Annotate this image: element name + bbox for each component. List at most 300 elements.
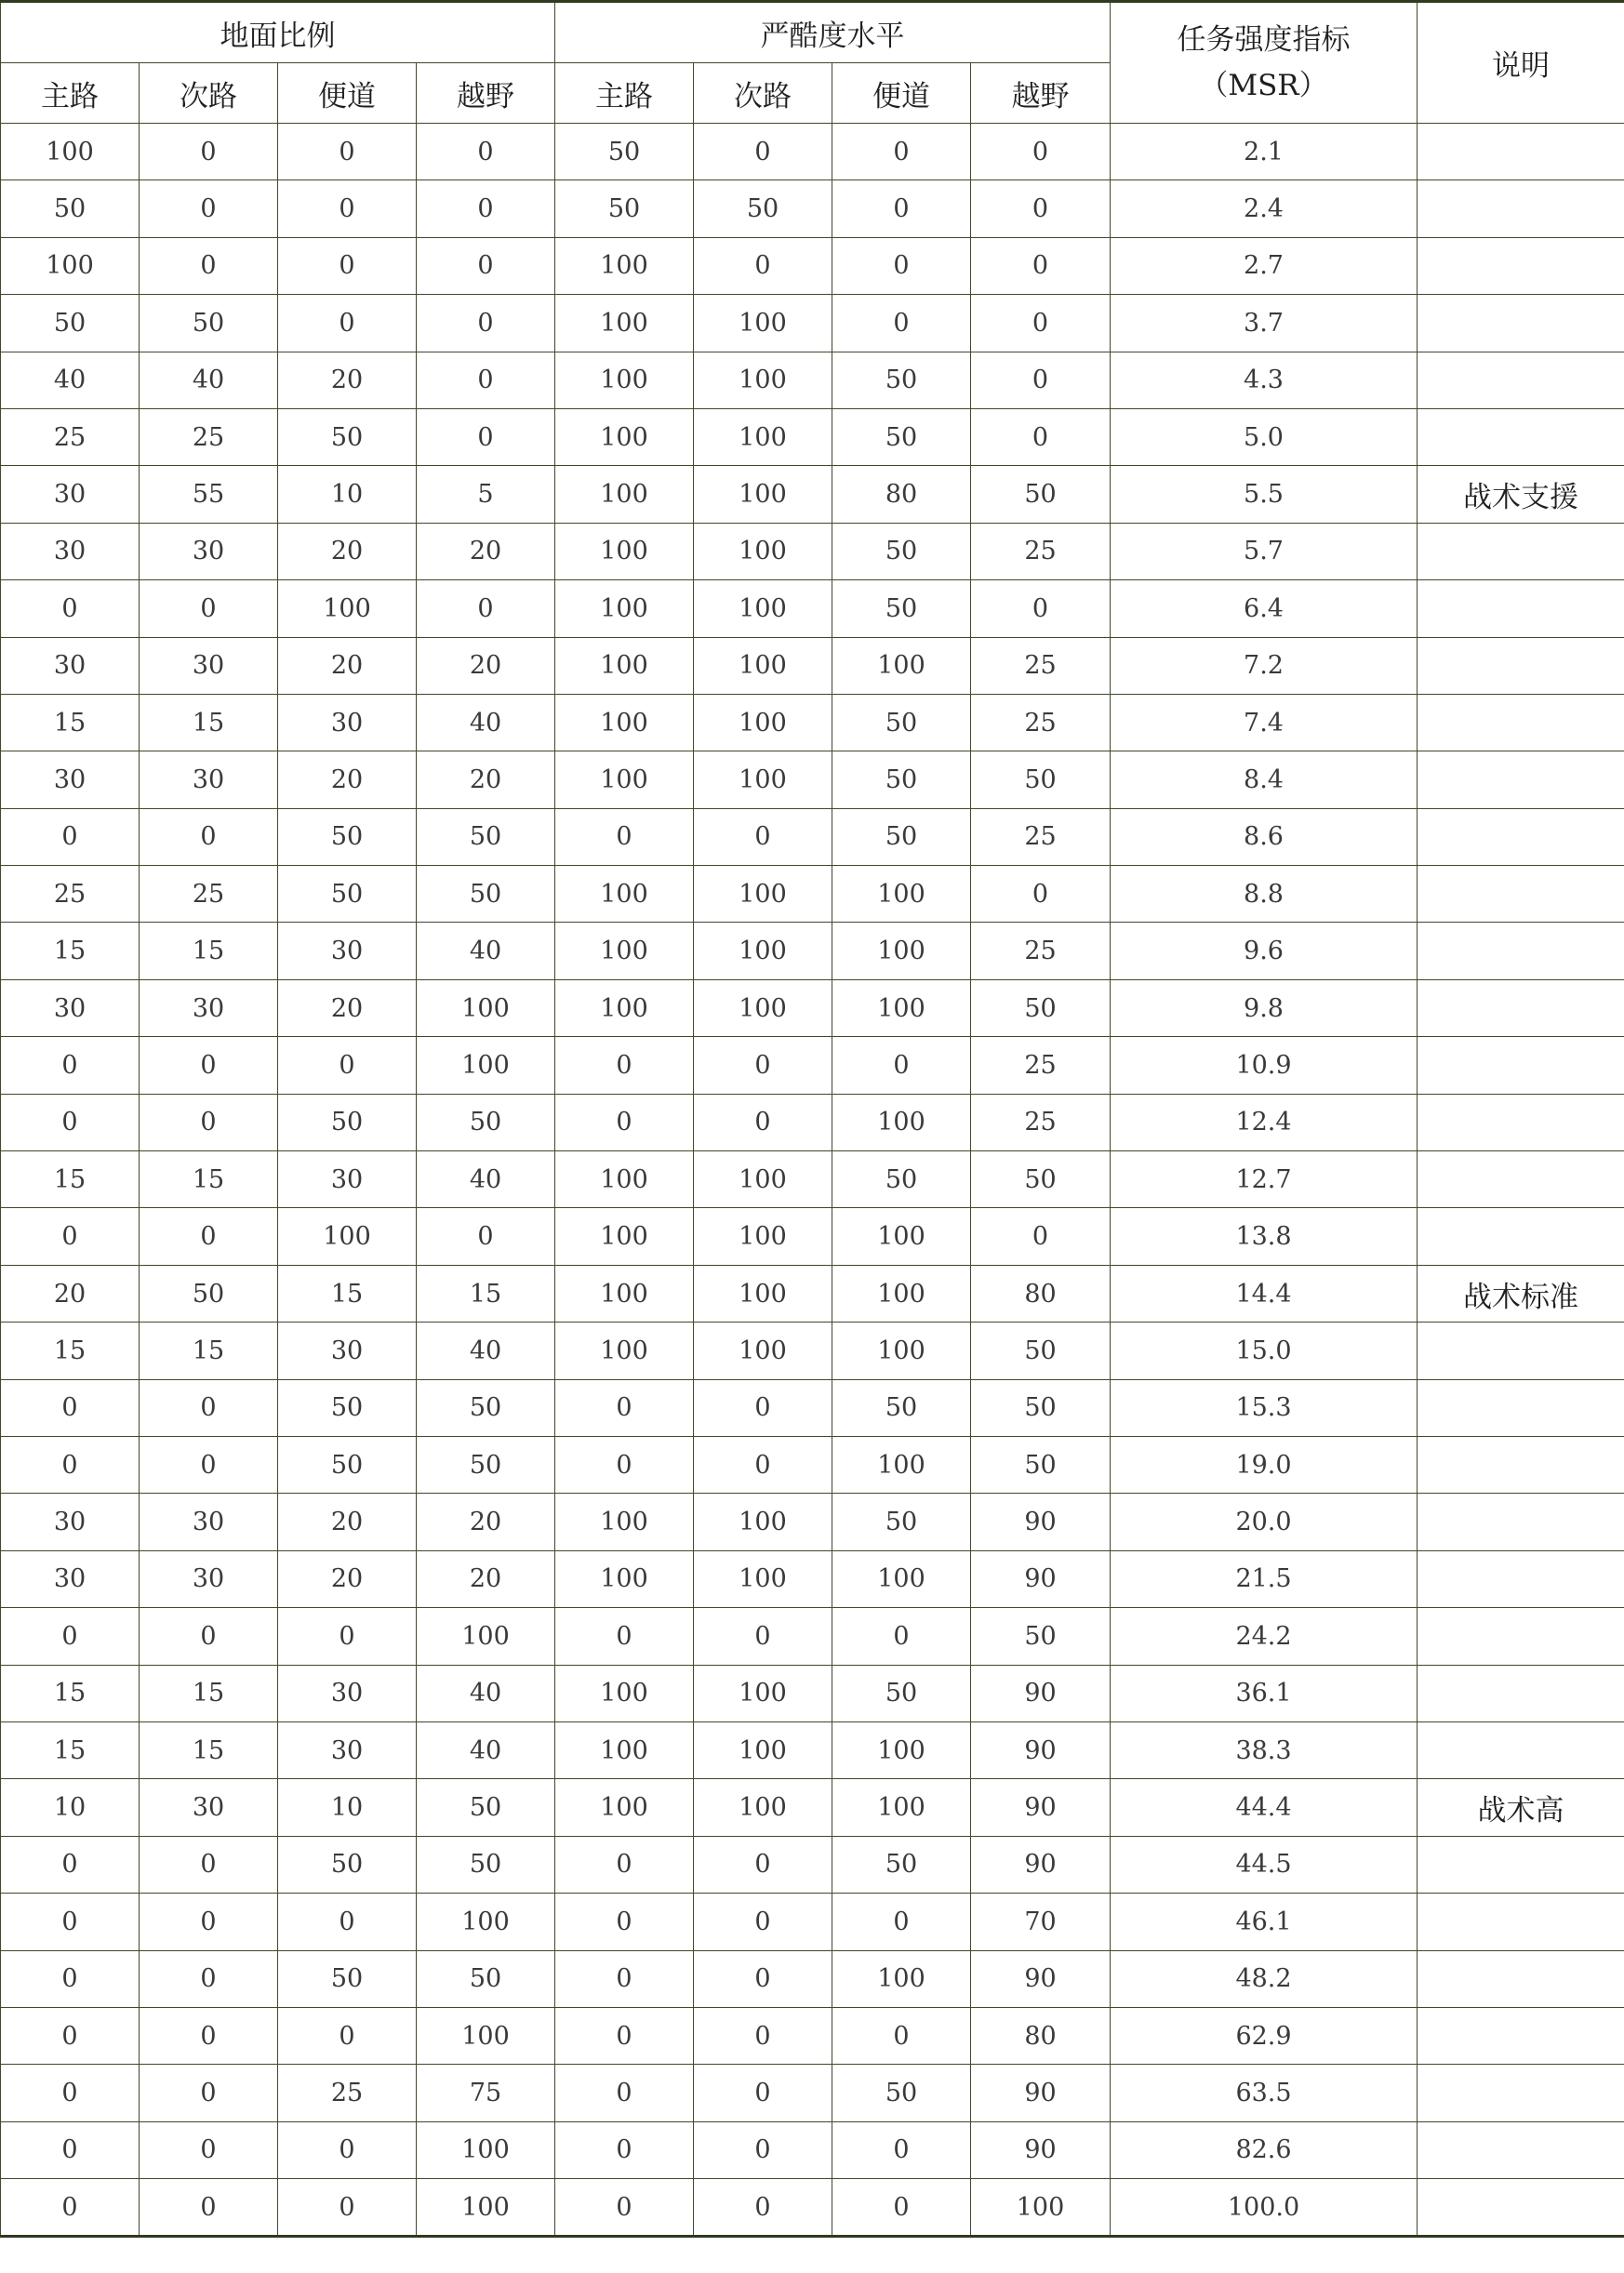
ground-main-road-cell: 0 (1, 1436, 140, 1493)
severity-main-road-cell: 0 (555, 1379, 694, 1436)
severity-offroad-cell: 50 (971, 1323, 1111, 1379)
ground-main-road-cell: 100 (1, 237, 140, 294)
ground-secondary-road-cell: 0 (140, 1379, 278, 1436)
ground-main-road-cell: 30 (1, 637, 140, 694)
ground-trail-cell: 30 (278, 1323, 417, 1379)
severity-trail-cell: 50 (832, 352, 971, 408)
msr-value-cell: 12.4 (1111, 1094, 1418, 1150)
ground-trail-cell: 0 (278, 2007, 417, 2064)
severity-main-road-cell: 100 (555, 637, 694, 694)
ground-offroad-cell: 50 (417, 808, 555, 865)
ground-main-road-cell: 0 (1, 1037, 140, 1094)
severity-trail-cell: 0 (832, 124, 971, 180)
severity-main-road-cell: 100 (555, 466, 694, 523)
severity-offroad-cell: 25 (971, 637, 1111, 694)
table-row (1, 1550, 1624, 1607)
ground-offroad-cell: 75 (417, 2065, 555, 2121)
severity-offroad-cell: 90 (971, 2121, 1111, 2178)
note-cell (1418, 751, 1624, 808)
ground-secondary-road-cell: 0 (140, 1208, 278, 1265)
severity-main-road-cell: 100 (555, 1494, 694, 1550)
note-cell (1418, 1208, 1624, 1265)
severity-offroad-cell: 0 (971, 180, 1111, 237)
subheader-offroad: 越野 (417, 63, 555, 124)
ground-trail-cell: 0 (278, 124, 417, 180)
ground-main-road-cell: 0 (1, 580, 140, 637)
msr-value-cell: 4.3 (1111, 352, 1418, 408)
severity-secondary-road-cell: 0 (694, 1379, 832, 1436)
subheader-trail: 便道 (278, 63, 417, 124)
msr-value-cell: 100.0 (1111, 2179, 1418, 2237)
note-cell (1418, 1894, 1624, 1950)
severity-main-road-cell: 0 (555, 1094, 694, 1150)
ground-trail-cell: 30 (278, 923, 417, 979)
table-row (1, 352, 1624, 408)
note-cell (1418, 1379, 1624, 1436)
ground-offroad-cell: 100 (417, 1037, 555, 1094)
ground-offroad-cell: 0 (417, 237, 555, 294)
severity-main-road-cell: 0 (555, 2179, 694, 2237)
ground-trail-cell: 20 (278, 523, 417, 579)
ground-main-road-cell: 30 (1, 466, 140, 523)
ground-secondary-road-cell: 50 (140, 1265, 278, 1322)
severity-trail-cell: 100 (832, 866, 971, 923)
severity-main-road-cell: 100 (555, 1323, 694, 1379)
ground-offroad-cell: 20 (417, 1494, 555, 1550)
note-cell: 战术标准 (1418, 1265, 1624, 1322)
severity-offroad-cell: 80 (971, 1265, 1111, 1322)
table-row (1, 1208, 1624, 1265)
ground-main-road-cell: 30 (1, 979, 140, 1036)
ground-trail-cell: 0 (278, 237, 417, 294)
severity-secondary-road-cell: 100 (694, 1779, 832, 1836)
ground-offroad-cell: 40 (417, 694, 555, 751)
ground-secondary-road-cell: 15 (140, 1721, 278, 1778)
ground-main-road-cell: 0 (1, 1094, 140, 1150)
ground-trail-cell: 20 (278, 637, 417, 694)
severity-offroad-cell: 25 (971, 1037, 1111, 1094)
severity-main-road-cell: 100 (555, 580, 694, 637)
msr-value-cell: 5.7 (1111, 523, 1418, 579)
msr-header-title: 任务强度指标 (1177, 23, 1351, 58)
note-cell (1418, 1950, 1624, 2007)
severity-main-road-cell: 0 (555, 808, 694, 865)
ground-main-road-cell: 0 (1, 2121, 140, 2178)
severity-trail-cell: 100 (832, 1721, 971, 1778)
ground-offroad-cell: 50 (417, 1379, 555, 1436)
msr-value-cell: 48.2 (1111, 1950, 1418, 2007)
severity-offroad-cell: 25 (971, 1094, 1111, 1150)
severity-secondary-road-cell: 100 (694, 580, 832, 637)
msr-value-cell: 8.8 (1111, 866, 1418, 923)
msr-value-cell: 24.2 (1111, 1608, 1418, 1665)
ground-main-road-cell: 30 (1, 1550, 140, 1607)
severity-main-road-cell: 100 (555, 1779, 694, 1836)
msr-value-cell: 13.8 (1111, 1208, 1418, 1265)
ground-secondary-road-cell: 30 (140, 751, 278, 808)
ground-main-road-cell: 25 (1, 866, 140, 923)
msr-value-cell: 36.1 (1111, 1665, 1418, 1721)
severity-secondary-road-cell: 100 (694, 466, 832, 523)
table-row (1, 2121, 1624, 2178)
ground-secondary-road-cell: 0 (140, 1836, 278, 1893)
note-cell (1418, 180, 1624, 237)
ground-secondary-road-cell: 15 (140, 694, 278, 751)
ground-main-road-cell: 0 (1, 808, 140, 865)
ground-trail-cell: 50 (278, 1379, 417, 1436)
note-cell (1418, 1094, 1624, 1150)
ground-offroad-cell: 0 (417, 352, 555, 408)
msr-value-cell: 8.4 (1111, 751, 1418, 808)
table-row (1, 866, 1624, 923)
subheader-secondary-road: 次路 (140, 63, 278, 124)
severity-trail-cell: 50 (832, 1379, 971, 1436)
note-cell (1418, 1494, 1624, 1550)
severity-offroad-cell: 90 (971, 1836, 1111, 1893)
table-body (1, 124, 1624, 2237)
severity-trail-cell: 0 (832, 237, 971, 294)
note-cell (1418, 2065, 1624, 2121)
severity-trail-cell: 50 (832, 1494, 971, 1550)
severity-offroad-cell: 0 (971, 352, 1111, 408)
ground-main-road-cell: 10 (1, 1779, 140, 1836)
ground-main-road-cell: 15 (1, 1151, 140, 1208)
severity-main-road-cell: 0 (555, 1836, 694, 1893)
ground-secondary-road-cell: 0 (140, 1094, 278, 1150)
table-row (1, 1094, 1624, 1150)
ground-offroad-cell: 40 (417, 923, 555, 979)
severity-main-road-cell: 50 (555, 180, 694, 237)
note-cell (1418, 1151, 1624, 1208)
table-row (1, 1151, 1624, 1208)
severity-main-road-cell: 100 (555, 237, 694, 294)
severity-offroad-cell: 0 (971, 237, 1111, 294)
ground-main-road-cell: 0 (1, 1836, 140, 1893)
severity-offroad-cell: 25 (971, 808, 1111, 865)
ground-trail-cell: 20 (278, 979, 417, 1036)
note-cell (1418, 866, 1624, 923)
header-row-group (1, 2, 1624, 63)
table-row (1, 1665, 1624, 1721)
ground-offroad-cell: 100 (417, 1894, 555, 1950)
table-row (1, 408, 1624, 465)
table-row (1, 1323, 1624, 1379)
msr-value-cell: 46.1 (1111, 1894, 1418, 1950)
subheader-main-road: 主路 (555, 63, 694, 124)
msr-value-cell: 5.5 (1111, 466, 1418, 523)
ground-secondary-road-cell: 0 (140, 1894, 278, 1950)
table-row (1, 1608, 1624, 1665)
severity-secondary-road-cell: 100 (694, 1208, 832, 1265)
ground-main-road-cell: 0 (1, 1379, 140, 1436)
severity-secondary-road-cell: 100 (694, 923, 832, 979)
severity-level-header: 严酷度水平 (555, 2, 1111, 63)
ground-offroad-cell: 5 (417, 466, 555, 523)
severity-offroad-cell: 25 (971, 694, 1111, 751)
severity-secondary-road-cell: 100 (694, 1721, 832, 1778)
note-cell (1418, 1665, 1624, 1721)
ground-offroad-cell: 50 (417, 1836, 555, 1893)
table-row (1, 1379, 1624, 1436)
ground-secondary-road-cell: 0 (140, 1037, 278, 1094)
severity-secondary-road-cell: 0 (694, 1037, 832, 1094)
severity-trail-cell: 0 (832, 2121, 971, 2178)
table-header (1, 2, 1624, 124)
ground-offroad-cell: 0 (417, 408, 555, 465)
ground-main-road-cell: 20 (1, 1265, 140, 1322)
ground-trail-cell: 20 (278, 1494, 417, 1550)
subheader-secondary-road: 次路 (694, 63, 832, 124)
ground-offroad-cell: 50 (417, 866, 555, 923)
severity-secondary-road-cell: 0 (694, 2179, 832, 2237)
table-row (1, 923, 1624, 979)
msr-value-cell: 63.5 (1111, 2065, 1418, 2121)
severity-offroad-cell: 0 (971, 295, 1111, 352)
severity-secondary-road-cell: 100 (694, 1550, 832, 1607)
table-row (1, 1494, 1624, 1550)
ground-secondary-road-cell: 55 (140, 466, 278, 523)
note-cell (1418, 923, 1624, 979)
severity-secondary-road-cell: 0 (694, 808, 832, 865)
severity-trail-cell: 50 (832, 694, 971, 751)
ground-trail-cell: 50 (278, 408, 417, 465)
ground-offroad-cell: 40 (417, 1323, 555, 1379)
ground-offroad-cell: 100 (417, 1608, 555, 1665)
severity-secondary-road-cell: 100 (694, 694, 832, 751)
severity-secondary-road-cell: 100 (694, 1665, 832, 1721)
severity-main-road-cell: 0 (555, 2007, 694, 2064)
msr-value-cell: 7.4 (1111, 694, 1418, 751)
ground-secondary-road-cell: 0 (140, 1950, 278, 2007)
note-cell (1418, 1550, 1624, 1607)
ground-main-road-cell: 30 (1, 751, 140, 808)
severity-main-road-cell: 0 (555, 2065, 694, 2121)
ground-secondary-road-cell: 15 (140, 1665, 278, 1721)
msr-value-cell: 20.0 (1111, 1494, 1418, 1550)
severity-secondary-road-cell: 100 (694, 751, 832, 808)
severity-secondary-road-cell: 0 (694, 2065, 832, 2121)
note-cell (1418, 1608, 1624, 1665)
severity-trail-cell: 0 (832, 180, 971, 237)
msr-value-cell: 14.4 (1111, 1265, 1418, 1322)
msr-header-unit: （MSR） (1199, 68, 1328, 102)
msr-value-cell: 38.3 (1111, 1721, 1418, 1778)
table-row (1, 523, 1624, 579)
severity-secondary-road-cell: 100 (694, 352, 832, 408)
ground-main-road-cell: 0 (1, 1950, 140, 2007)
msr-value-cell: 2.7 (1111, 237, 1418, 294)
ground-main-road-cell: 100 (1, 124, 140, 180)
ground-offroad-cell: 100 (417, 2007, 555, 2064)
severity-main-road-cell: 100 (555, 1151, 694, 1208)
note-cell: 战术支援 (1418, 466, 1624, 523)
ground-secondary-road-cell: 0 (140, 237, 278, 294)
severity-offroad-cell: 90 (971, 2065, 1111, 2121)
ground-trail-cell: 30 (278, 694, 417, 751)
severity-secondary-road-cell: 0 (694, 1094, 832, 1150)
ground-main-road-cell: 50 (1, 180, 140, 237)
ground-secondary-road-cell: 25 (140, 866, 278, 923)
msr-value-cell: 2.1 (1111, 124, 1418, 180)
severity-offroad-cell: 25 (971, 923, 1111, 979)
ground-trail-cell: 25 (278, 2065, 417, 2121)
severity-trail-cell: 50 (832, 1836, 971, 1893)
ground-secondary-road-cell: 15 (140, 923, 278, 979)
note-cell (1418, 237, 1624, 294)
severity-offroad-cell: 0 (971, 866, 1111, 923)
severity-main-road-cell: 50 (555, 124, 694, 180)
severity-trail-cell: 0 (832, 1608, 971, 1665)
severity-secondary-road-cell: 0 (694, 124, 832, 180)
note-cell (1418, 1721, 1624, 1778)
ground-secondary-road-cell: 40 (140, 352, 278, 408)
ground-offroad-cell: 100 (417, 2179, 555, 2237)
ground-trail-cell: 50 (278, 866, 417, 923)
table-row (1, 694, 1624, 751)
severity-offroad-cell: 50 (971, 979, 1111, 1036)
note-cell (1418, 352, 1624, 408)
ground-trail-cell: 50 (278, 808, 417, 865)
severity-offroad-cell: 50 (971, 466, 1111, 523)
severity-secondary-road-cell: 100 (694, 1323, 832, 1379)
ground-trail-cell: 0 (278, 2179, 417, 2237)
severity-secondary-road-cell: 100 (694, 1151, 832, 1208)
severity-trail-cell: 0 (832, 1037, 971, 1094)
severity-main-road-cell: 0 (555, 1950, 694, 2007)
ground-secondary-road-cell: 0 (140, 2121, 278, 2178)
table-row (1, 466, 1624, 523)
severity-secondary-road-cell: 100 (694, 408, 832, 465)
ground-secondary-road-cell: 30 (140, 1779, 278, 1836)
table-row (1, 1836, 1624, 1893)
ground-secondary-road-cell: 0 (140, 1608, 278, 1665)
severity-trail-cell: 50 (832, 808, 971, 865)
severity-main-road-cell: 100 (555, 923, 694, 979)
ground-offroad-cell: 0 (417, 1208, 555, 1265)
severity-offroad-cell: 90 (971, 1494, 1111, 1550)
table-row (1, 124, 1624, 180)
ground-secondary-road-cell: 30 (140, 979, 278, 1036)
note-cell (1418, 1836, 1624, 1893)
severity-offroad-cell: 50 (971, 751, 1111, 808)
msr-value-cell: 44.5 (1111, 1836, 1418, 1893)
table-row (1, 295, 1624, 352)
table-row (1, 2007, 1624, 2064)
subheader-trail: 便道 (832, 63, 971, 124)
severity-offroad-cell: 0 (971, 1208, 1111, 1265)
severity-secondary-road-cell: 0 (694, 2121, 832, 2178)
ground-offroad-cell: 50 (417, 1779, 555, 1836)
msr-value-cell: 62.9 (1111, 2007, 1418, 2064)
msr-value-cell: 15.0 (1111, 1323, 1418, 1379)
severity-secondary-road-cell: 100 (694, 979, 832, 1036)
severity-main-road-cell: 0 (555, 1436, 694, 1493)
note-cell (1418, 694, 1624, 751)
note-header: 说明 (1418, 2, 1624, 124)
ground-offroad-cell: 50 (417, 1436, 555, 1493)
table-row (1, 180, 1624, 237)
ground-trail-cell: 10 (278, 1779, 417, 1836)
ground-main-road-cell: 30 (1, 523, 140, 579)
table-row (1, 751, 1624, 808)
ground-offroad-cell: 50 (417, 1950, 555, 2007)
severity-main-road-cell: 100 (555, 352, 694, 408)
table-row (1, 1436, 1624, 1493)
severity-main-road-cell: 100 (555, 1208, 694, 1265)
severity-offroad-cell: 90 (971, 1665, 1111, 1721)
ground-secondary-road-cell: 0 (140, 2179, 278, 2237)
ground-main-road-cell: 15 (1, 1323, 140, 1379)
table-row (1, 808, 1624, 865)
ground-offroad-cell: 0 (417, 295, 555, 352)
ground-secondary-road-cell: 15 (140, 1151, 278, 1208)
ground-offroad-cell: 50 (417, 1094, 555, 1150)
table-row (1, 1779, 1624, 1836)
msr-value-cell: 2.4 (1111, 180, 1418, 237)
subheader-offroad: 越野 (971, 63, 1111, 124)
severity-trail-cell: 0 (832, 2007, 971, 2064)
ground-trail-cell: 20 (278, 751, 417, 808)
severity-main-road-cell: 100 (555, 295, 694, 352)
severity-trail-cell: 80 (832, 466, 971, 523)
severity-offroad-cell: 0 (971, 408, 1111, 465)
severity-secondary-road-cell: 100 (694, 1494, 832, 1550)
ground-trail-cell: 50 (278, 1436, 417, 1493)
ground-main-road-cell: 0 (1, 2179, 140, 2237)
ground-secondary-road-cell: 30 (140, 1494, 278, 1550)
severity-offroad-cell: 25 (971, 523, 1111, 579)
note-cell (1418, 2007, 1624, 2064)
table-row (1, 1894, 1624, 1950)
severity-offroad-cell: 70 (971, 1894, 1111, 1950)
ground-main-road-cell: 15 (1, 923, 140, 979)
note-cell (1418, 580, 1624, 637)
ground-trail-cell: 50 (278, 1094, 417, 1150)
ground-offroad-cell: 100 (417, 979, 555, 1036)
ground-main-road-cell: 0 (1, 1208, 140, 1265)
severity-secondary-road-cell: 0 (694, 1836, 832, 1893)
severity-offroad-cell: 50 (971, 1151, 1111, 1208)
severity-trail-cell: 50 (832, 523, 971, 579)
ground-secondary-road-cell: 0 (140, 124, 278, 180)
ground-offroad-cell: 40 (417, 1151, 555, 1208)
note-cell (1418, 1323, 1624, 1379)
msr-value-cell: 3.7 (1111, 295, 1418, 352)
severity-offroad-cell: 100 (971, 2179, 1111, 2237)
severity-main-road-cell: 0 (555, 1894, 694, 1950)
msr-value-cell: 7.2 (1111, 637, 1418, 694)
table-row (1, 580, 1624, 637)
severity-trail-cell: 100 (832, 923, 971, 979)
severity-secondary-road-cell: 0 (694, 1950, 832, 2007)
severity-secondary-road-cell: 100 (694, 866, 832, 923)
severity-trail-cell: 100 (832, 1265, 971, 1322)
severity-trail-cell: 100 (832, 1950, 971, 2007)
ground-trail-cell: 50 (278, 1836, 417, 1893)
ground-secondary-road-cell: 15 (140, 1323, 278, 1379)
msr-value-cell: 9.6 (1111, 923, 1418, 979)
ground-offroad-cell: 20 (417, 523, 555, 579)
ground-secondary-road-cell: 30 (140, 523, 278, 579)
ground-offroad-cell: 0 (417, 124, 555, 180)
note-cell: 战术高 (1418, 1779, 1624, 1836)
ground-trail-cell: 30 (278, 1721, 417, 1778)
msr-value-cell: 10.9 (1111, 1037, 1418, 1094)
ground-secondary-road-cell: 0 (140, 1436, 278, 1493)
severity-offroad-cell: 50 (971, 1608, 1111, 1665)
severity-secondary-road-cell: 50 (694, 180, 832, 237)
ground-main-road-cell: 0 (1, 2007, 140, 2064)
